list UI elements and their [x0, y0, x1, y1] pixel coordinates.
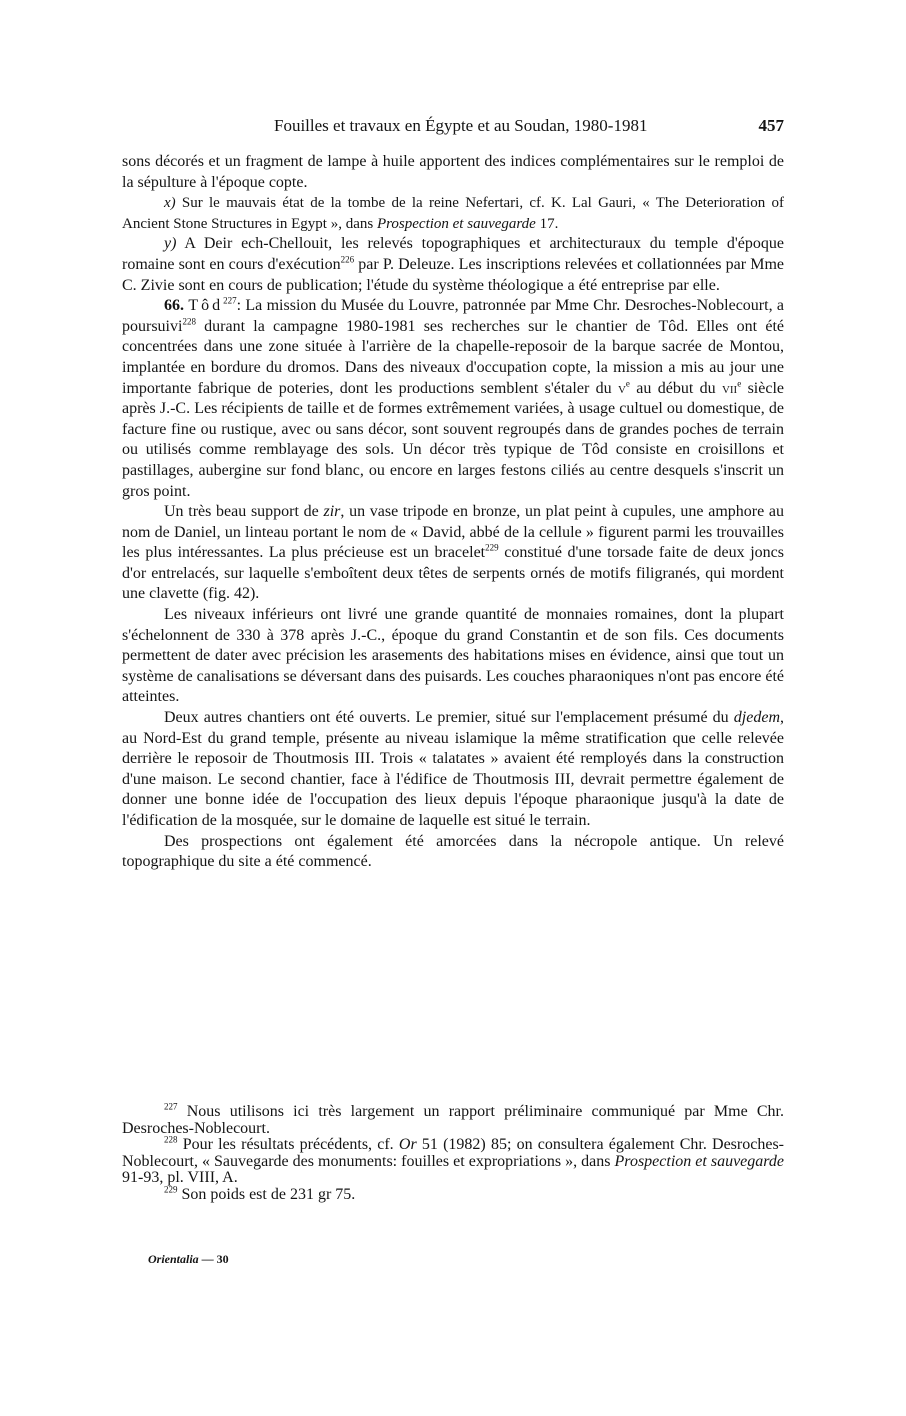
paragraph-66-text-b: durant la campagne 1980-1981 ses recherches sur le chantier de Tôd. Elles ont été concentrées dans une zone située à l'arrière de la chapelle-reposoir de la barque sacrée de Montou, implantée en bordure du dromos. Dans des niveaux d'occupation copte, la mission a mis au jour une importante fabrique de poteries, dont les productions semblent s'étaler du	[122, 317, 784, 397]
footnote-ref-229: 229	[485, 542, 499, 553]
journal-abbrev: Or	[398, 1136, 417, 1153]
footnote-228-text-a: Pour les résultats précédents, cf.	[177, 1136, 399, 1153]
running-header	[122, 116, 784, 140]
footnote-228-text-c: 91-93, pl. VIII, A.	[122, 1169, 238, 1186]
paragraph-x	[122, 193, 784, 234]
paragraph-66-text-d: siècle après J.-C. Les récipients de taille et de formes extrêmement variées, à usage cultuel ou domestique, de facture fine ou rustique, avec ou sans décor, sont souvent regroupés dans de grandes poches de terrain ou utilisés comme remblayage des sols. Un décor très typique de Tôd consiste en croisillons et pastillages, aubergine sur fond blanc, ou encore en larges festons ciliés au centre desquels s'inscrit un gros point.	[122, 379, 784, 500]
footnote-ref-227: 227	[223, 295, 237, 306]
paragraph-support	[122, 502, 784, 605]
paragraph-support-text-c: constitué d'une torsade faite de deux joncs d'or entrelacés, sur laquelle s'emboîtent deux têtes de serpents ornés de motifs filigranés, qui mordent une clavette (fig. 42).	[122, 544, 785, 603]
sup-e-1: e	[625, 378, 630, 389]
journal-title: Prospection et sauvegarde	[376, 215, 536, 232]
journal-title-2: Prospection et sauvegarde	[614, 1152, 785, 1170]
paragraph-x-tail: 17.	[535, 215, 559, 232]
running-footer	[148, 1252, 229, 1267]
footnote-228-text-b: 51 (1982) 85; on consultera également Chr. Desroches-Noblecourt, « Sauvegarde des monuments: fouilles et expropriations », dans	[122, 1136, 784, 1170]
paragraph-y	[122, 234, 784, 296]
footnote-number-227: 227	[164, 1101, 178, 1112]
paragraph-66-text-c: au début du	[629, 379, 716, 397]
paragraph-prospections: Des prospections ont également été amorcées dans la nécropole antique. Un relevé topographique du site a été commencé.	[122, 832, 784, 871]
footnote-228	[122, 1134, 785, 1187]
main-text	[122, 152, 784, 873]
footnotes	[122, 1101, 785, 1203]
footnote-ref-228: 228	[182, 316, 196, 327]
paragraph-66-text-a: : La mission du Musée du Louvre, patronnée par Mme Chr. Desroches-Noblecourt, a poursuivi	[122, 297, 785, 335]
site-name: Tôd	[188, 297, 224, 315]
footer-separator: —	[198, 1252, 217, 1266]
paragraph-x-text: Sur le mauvais état de la tombe de la reine Nefertari, cf. K. Lal Gauri, « The Deterioration of Ancient Stone Structures in Egypt », dans	[122, 195, 784, 232]
paragraph-66	[122, 296, 784, 502]
footnote-229	[122, 1184, 784, 1204]
paragraph-support-text-a: Un très beau support de	[164, 503, 324, 521]
journal-name: Orientalia	[148, 1252, 199, 1266]
sup-e-2: e	[737, 378, 742, 389]
footnote-number-228: 228	[164, 1134, 178, 1145]
paragraph-y-text-a: A Deir ech-Chellouit, les relevés topographiques et architecturaux du temple d'époque romaine sont en cours d'exécution	[122, 235, 784, 273]
paragraph-support-text-b: , un vase tripode en bronze, un plat peint à cupules, une amphore au nom de Daniel, un linteau portant le nom de « David, abbé de la cellule » figurent parmi les trouvailles les plus intéressantes. La plus précieuse est un bracelet	[122, 503, 784, 562]
footnote-ref-226: 226	[340, 254, 355, 265]
paragraph-y-text-b: par P. Deleuze. Les inscriptions relevées et collationnées par Mme C. Zivie sont en cours de publication; l'étude du système théologique a été entreprise par elle.	[122, 255, 784, 294]
footnote-227	[122, 1101, 784, 1137]
marker-x: x)	[164, 195, 176, 212]
header-title: Fouilles et travaux en Égypte et au Soudan, 1980-1981	[274, 116, 648, 135]
roman-century-7: vii	[721, 379, 738, 397]
fascicle-number: 30	[216, 1252, 229, 1266]
term-djedem: djedem	[733, 709, 780, 727]
paragraph-continuation: sons décorés et un fragment de lampe à huile apportent des indices complémentaires sur le remploi de la sépulture à l'époque copte.	[122, 153, 784, 191]
page-number: 457	[758, 116, 784, 135]
paragraph-chantiers-text-a: Deux autres chantiers ont été ouverts. Le premier, situé sur l'emplacement présumé du	[164, 709, 734, 727]
paragraph-chantiers-text-b: , au Nord-Est du grand temple, présente au niveau islamique la même stratification que celle relevée derrière le reposoir de Thoutmosis III. Trois « talatates » avaient été remployés dans la construction d'une maison. Le second chantier, face à l'édifice de Thoutmosis III, devrait permettre également de donner une bonne idée de l'occupation des lieux depuis l'époque pharaonique jusqu'à la date de l'édification de la mosquée, sur le domaine de laquelle est situé le terrain.	[122, 709, 784, 829]
footnote-number-229: 229	[164, 1184, 178, 1195]
marker-y: y)	[164, 235, 177, 253]
section-number: 66.	[164, 297, 184, 315]
footnote-229-text: Son poids est de 231 gr 75.	[177, 1185, 356, 1203]
term-zir: zir	[323, 503, 341, 521]
footnote-227-text: Nous utilisons ici très largement un rapport préliminaire communiqué par Mme Chr. Desroches-Noblecourt.	[122, 1103, 784, 1137]
roman-century-5: v	[617, 379, 626, 397]
paragraph-chantiers	[122, 708, 784, 832]
paragraph-niveaux: Les niveaux inférieurs ont livré une grande quantité de monnaies romaines, dont la plupart s'échelonnent de 330 à 378 après J.-C., époque du grand Constantin et de son fils. Ces documents permettent de dater avec précision les arasements des habitations mises en évidence, ainsi que tout un système de canalisations se déversant dans des puisards. Les couches pharaoniques n'ont pas encore été atteintes.	[122, 606, 784, 706]
